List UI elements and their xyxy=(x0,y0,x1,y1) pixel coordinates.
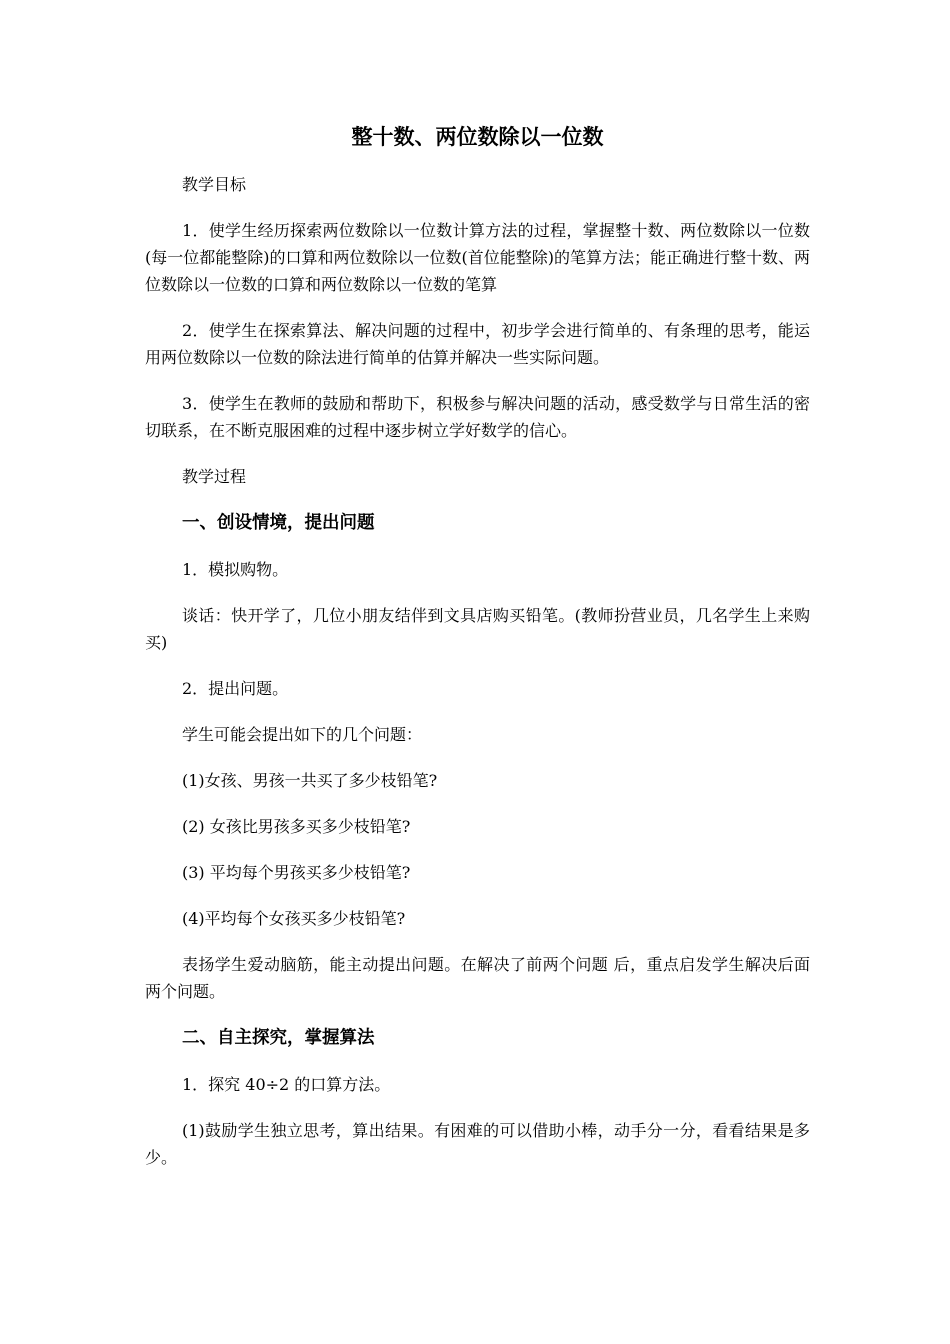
step-text: 1．探究 40÷2 的口算方法。 xyxy=(182,1075,391,1094)
document-body xyxy=(145,121,810,1190)
section-heading: 一、创设情境，提出问题 xyxy=(182,513,375,533)
goals-label: 教学目标 xyxy=(182,175,247,194)
question-item: (1)女孩、男孩一共买了多少枝铅笔? xyxy=(182,771,438,790)
dialogue-text: 谈话：快开学了，几位小朋友结伴到文具店购买铅笔。(教师扮营业员，几名学生上来购买) xyxy=(145,606,810,652)
step-text: 2．提出问题。 xyxy=(182,679,289,698)
goal-item: 2．使学生在探索算法、解决问题的过程中，初步学会进行简单的、有条理的思考，能运用两位数除以一位数的除法进行简单的估算并解决一些实际问题。 xyxy=(145,321,810,367)
step-text: 1．模拟购物。 xyxy=(182,560,289,579)
praise-text: 表扬学生爱动脑筋，能主动提出问题。在解决了前两个问题 后，重点启发学生解决后面两个问题。 xyxy=(145,955,810,1001)
intro-text: 学生可能会提出如下的几个问题： xyxy=(182,725,423,744)
process-label: 教学过程 xyxy=(182,467,247,486)
goal-item: 3．使学生在教师的鼓励和帮助下，积极参与解决问题的活动，感受数学与日常生活的密切联系，在不断克服困难的过程中逐步树立学好数学的信心。 xyxy=(145,394,810,440)
document-title: 整十数、两位数除以一位数 xyxy=(351,125,604,149)
sub-step-text: (1)鼓励学生独立思考，算出结果。有困难的可以借助小棒，动手分一分，看看结果是多少。 xyxy=(145,1121,810,1167)
goal-item: 1．使学生经历探索两位数除以一位数计算方法的过程，掌握整十数、两位数除以一位数(每一位都能整除)的口算和两位数除以一位数(首位能整除)的笔算方法；能正确进行整十数、两位数除以一位数的口算和两位数除以一位数的笔算 xyxy=(145,221,810,294)
question-item: (3) 平均每个男孩买多少枝铅笔? xyxy=(182,863,411,882)
question-item: (4)平均每个女孩买多少枝铅笔? xyxy=(182,909,406,928)
section-heading: 二、自主探究，掌握算法 xyxy=(182,1028,375,1048)
question-item: (2) 女孩比男孩多买多少枝铅笔? xyxy=(182,817,411,836)
